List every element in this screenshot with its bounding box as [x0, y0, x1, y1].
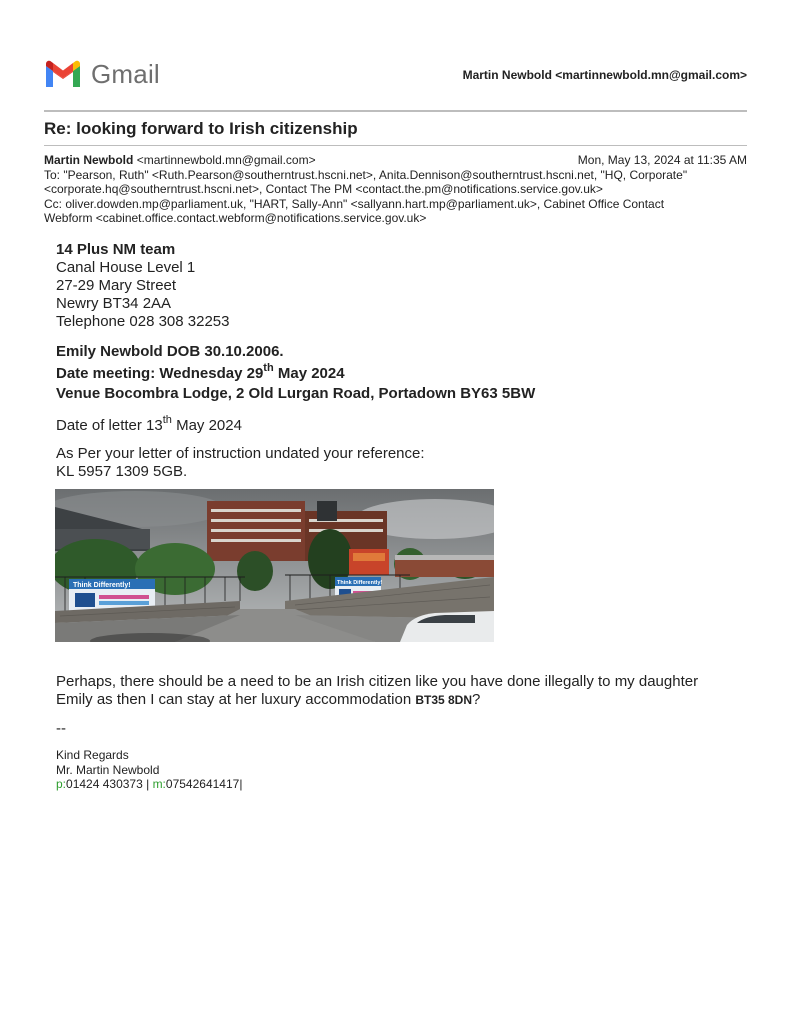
closing-paragraph [56, 673, 756, 709]
address-title: 14 Plus NM team [56, 241, 176, 258]
banner-right-text: Think Differently! [337, 580, 383, 586]
address-line: 27-29 Mary Street [56, 277, 177, 294]
signature-separator: -- [56, 720, 66, 737]
reference-line: KL 5957 1309 5GB. [56, 463, 188, 480]
address-line: Newry BT34 2AA [56, 295, 172, 312]
venue-line: Venue Bocombra Lodge, 2 Old Lurgan Road, Portadown BY63 5BW [56, 385, 536, 402]
signature-phone[interactable]: 01424 430373 [66, 777, 143, 791]
meeting-date-line: Date meeting: Wednesday 29th May 2024 [56, 362, 345, 382]
email-meta [44, 153, 747, 226]
letter-date-line: Date of letter 13th May 2024 [56, 414, 242, 434]
postcode-text: BT35 8DN [415, 693, 473, 707]
email-body [56, 241, 746, 481]
sender-name: Martin Newbold [44, 153, 134, 167]
recipients-cc-1: Cc: oliver.dowden.mp@parliament.uk, "HART, Sally-Ann" <sallyann.hart.mp@parliament.uk>, Cabinet Office Contact [44, 196, 665, 211]
recipients-to-1: To: "Pearson, Ruth" <Ruth.Pearson@southerntrust.hscni.net>, Anita.Dennison@southerntrust.hscni.net, "HQ, Corporate" [44, 167, 688, 182]
gmail-header [44, 56, 747, 92]
building-photo [55, 489, 494, 642]
email-signature [56, 748, 242, 792]
sender-email: <martinnewbold.mn@gmail.com> [136, 153, 316, 167]
paragraph-line-1: Perhaps, there should be a need to be an Irish citizen like you have done illegally to my daughter [56, 673, 699, 690]
banner-left-text: Think Differently! [73, 582, 131, 589]
subject-divider [44, 145, 747, 146]
account-email: Martin Newbold <martinnewbold.mn@gmail.com> [462, 68, 747, 82]
recipients-cc-2: Webform <cabinet.office.contact.webform@notifications.service.gov.uk> [44, 211, 427, 225]
address-line: Canal House Level 1 [56, 259, 196, 276]
header-divider [44, 110, 747, 112]
telephone-line: Telephone 028 308 32253 [56, 313, 230, 330]
email-subject: Re: looking forward to Irish citizenship [44, 119, 358, 138]
signature-mobile[interactable]: 07542641417 [165, 777, 240, 791]
signature-regards: Kind Regards [56, 748, 129, 762]
instruction-line: As Per your letter of instruction undated your reference: [56, 445, 425, 462]
email-date: Mon, May 13, 2024 at 11:35 AM [577, 153, 747, 167]
signature-name: Mr. Martin Newbold [56, 762, 160, 777]
gmail-logo[interactable] [44, 58, 160, 90]
paragraph-line-2: Emily as then I can stay at her luxury accommodation BT35 8DN? [56, 691, 481, 708]
signature-contact: p:01424 430373 | m:07542641417| [56, 777, 243, 791]
dob-line: Emily Newbold DOB 30.10.2006. [56, 343, 284, 360]
recipients-to-2: <corporate.hq@southerntrust.hscni.net>, Contact The PM <contact.the.pm@notifications.service.gov.uk> [44, 182, 603, 196]
gmail-logo-text: Gmail [91, 58, 160, 89]
gmail-m-icon [44, 60, 82, 88]
